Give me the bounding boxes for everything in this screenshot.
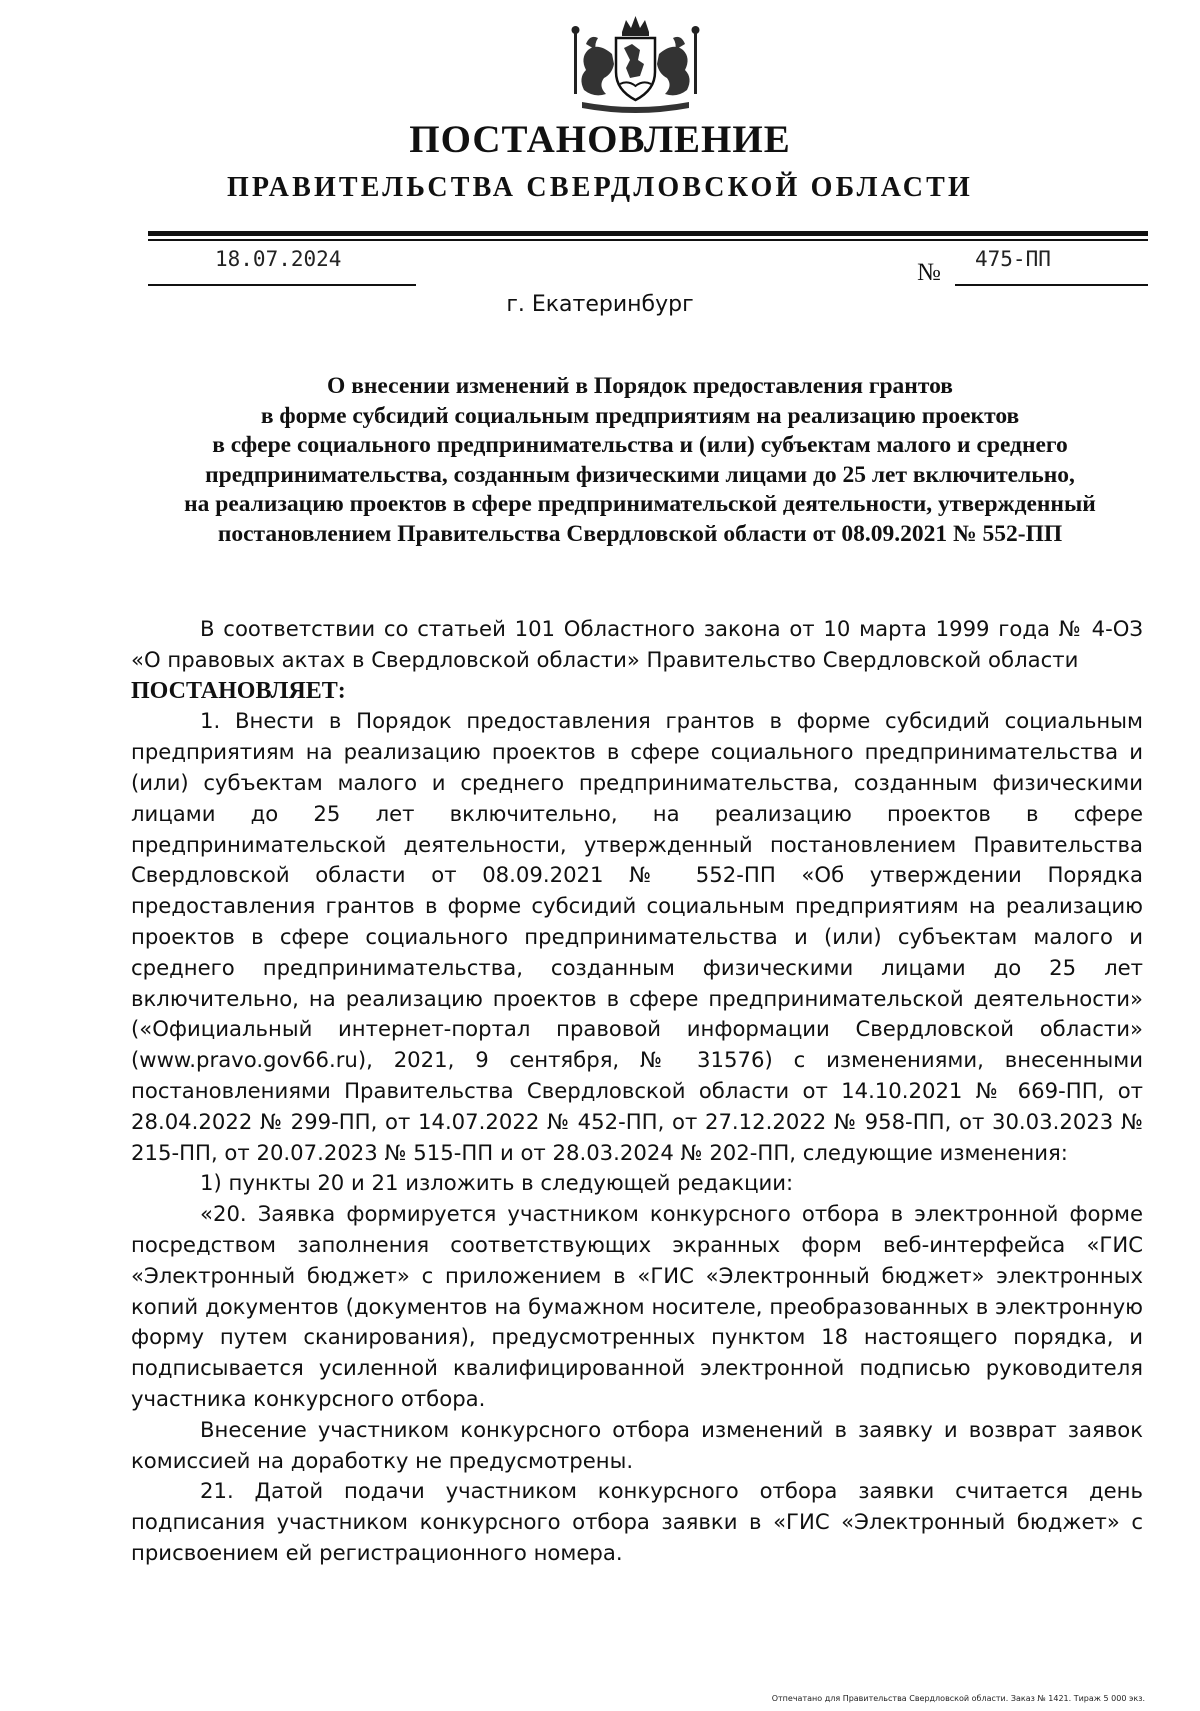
date-underline xyxy=(148,284,416,286)
print-footer: Отпечатано для Правительства Свердловской области. Заказ № 1421. Тираж 5 000 экз. xyxy=(771,1694,1145,1703)
point-20-paragraph: «20. Заявка формируется участником конкурсного отбора в электронной форме посредством заполнения соответствующих экранных форм веб-интерфейса «ГИС «Электронный бюджет» с приложением в «ГИС «Электронный бюджет» электронных копий документов (документов на бумажном носителе, преобразованных в электронную форму путем сканирования), предусмотренных пунктом 18 настоящего порядка, и подписывается усиленной квалифицированной электронной подписью руководителя участника конкурсного отбора. xyxy=(131,1201,1143,1411)
item-1-paragraph: 1. Внести в Порядок предоставления грантов в форме субсидий социальным предприятиям на реализацию проектов в сфере социального предпринимательства и (или) субъектам малого и среднего предпринимательства, созданным физическими лицами до 25 лет включительно, на реализацию проектов в сфере предпринимательской деятельности, утвержденный постановлением Правительства Свердловской области от 08.09.2021 № 552-ПП «Об утверждении Порядка предоставления грантов в форме субсидий социальным предприятиям на реализацию проектов в сфере социального предпринимательства и (или) субъектам малого и среднего предпринимательства, созданным физическими лицами до 25 лет включительно, на реализацию проектов в сфере предпринимательской деятельности» («Официальный интернет-портал правовой информации Свердловской области» (www.pravo.gov66.ru), 2021, 9 сентября, № 31576) с изменениями, внесенными постановлениями Правительства Свердловской области от 14.10.2021 № 669-ПП, от 28.04.2022 № 299-ПП, от 14.07.2022 № 452-ПП, от 27.12.2022 № 958-ПП, от 30.03.2023 № 215-ПП, от 20.07.2023 № 515-ПП и от 28.03.2024 № 202-ПП, следующие изменения: xyxy=(131,708,1143,1165)
city-label: г. Екатеринбург xyxy=(506,292,694,317)
header-rule-thick xyxy=(148,231,1148,236)
title-line: постановлением Правительства Свердловской области от 08.09.2021 № 552-ПП xyxy=(217,520,1063,547)
document-number: 475-ПП xyxy=(975,247,1051,271)
title-line: на реализацию проектов в сфере предпринимательской деятельности, утвержденный xyxy=(184,491,1096,517)
document-title xyxy=(140,372,1140,549)
issuer-heading: ПРАВИТЕЛЬСТВА СВЕРДЛОВСКОЙ ОБЛАСТИ xyxy=(226,172,974,203)
point-20-note-paragraph: Внесение участником конкурсного отбора изменений в заявку и возврат заявок комиссией на доработку не предусмотрены. xyxy=(131,1416,1143,1473)
document-body xyxy=(131,614,1143,1569)
point-21-paragraph: 21. Датой подачи участником конкурсного отбора заявки считается день подписания участником конкурсного отбора заявки в «ГИС «Электронный бюджет» с присвоением ей регистрационного номера. xyxy=(131,1478,1143,1565)
title-line: в форме субсидий социальным предприятиям на реализацию проектов xyxy=(260,402,1020,429)
header-rule-thin xyxy=(148,239,1148,241)
coat-of-arms-icon xyxy=(568,14,703,116)
document-type-heading: ПОСТАНОВЛЕНИЕ xyxy=(409,118,791,161)
decree-word: ПОСТАНОВЛЯЕТ: xyxy=(131,677,346,704)
decree-paragraph xyxy=(131,676,1143,707)
document-date: 18.07.2024 xyxy=(215,247,342,271)
preamble-paragraph: В соответствии со статьей 101 Областного закона от 10 марта 1999 года № 4-ОЗ «О правовых актах в Свердловской области» Правительство Свердловской области xyxy=(131,616,1143,672)
number-underline xyxy=(955,284,1148,286)
title-line: предпринимательства, созданным физическими лицами до 25 лет включительно, xyxy=(205,461,1075,488)
number-sign: № xyxy=(917,259,941,286)
title-line: в сфере социального предпринимательства и (или) субъектам малого и среднего xyxy=(212,432,1068,458)
title-line: О внесении изменений в Порядок предоставления грантов xyxy=(327,373,953,399)
subitem-1-paragraph: 1) пункты 20 и 21 изложить в следующей редакции: xyxy=(200,1170,794,1196)
